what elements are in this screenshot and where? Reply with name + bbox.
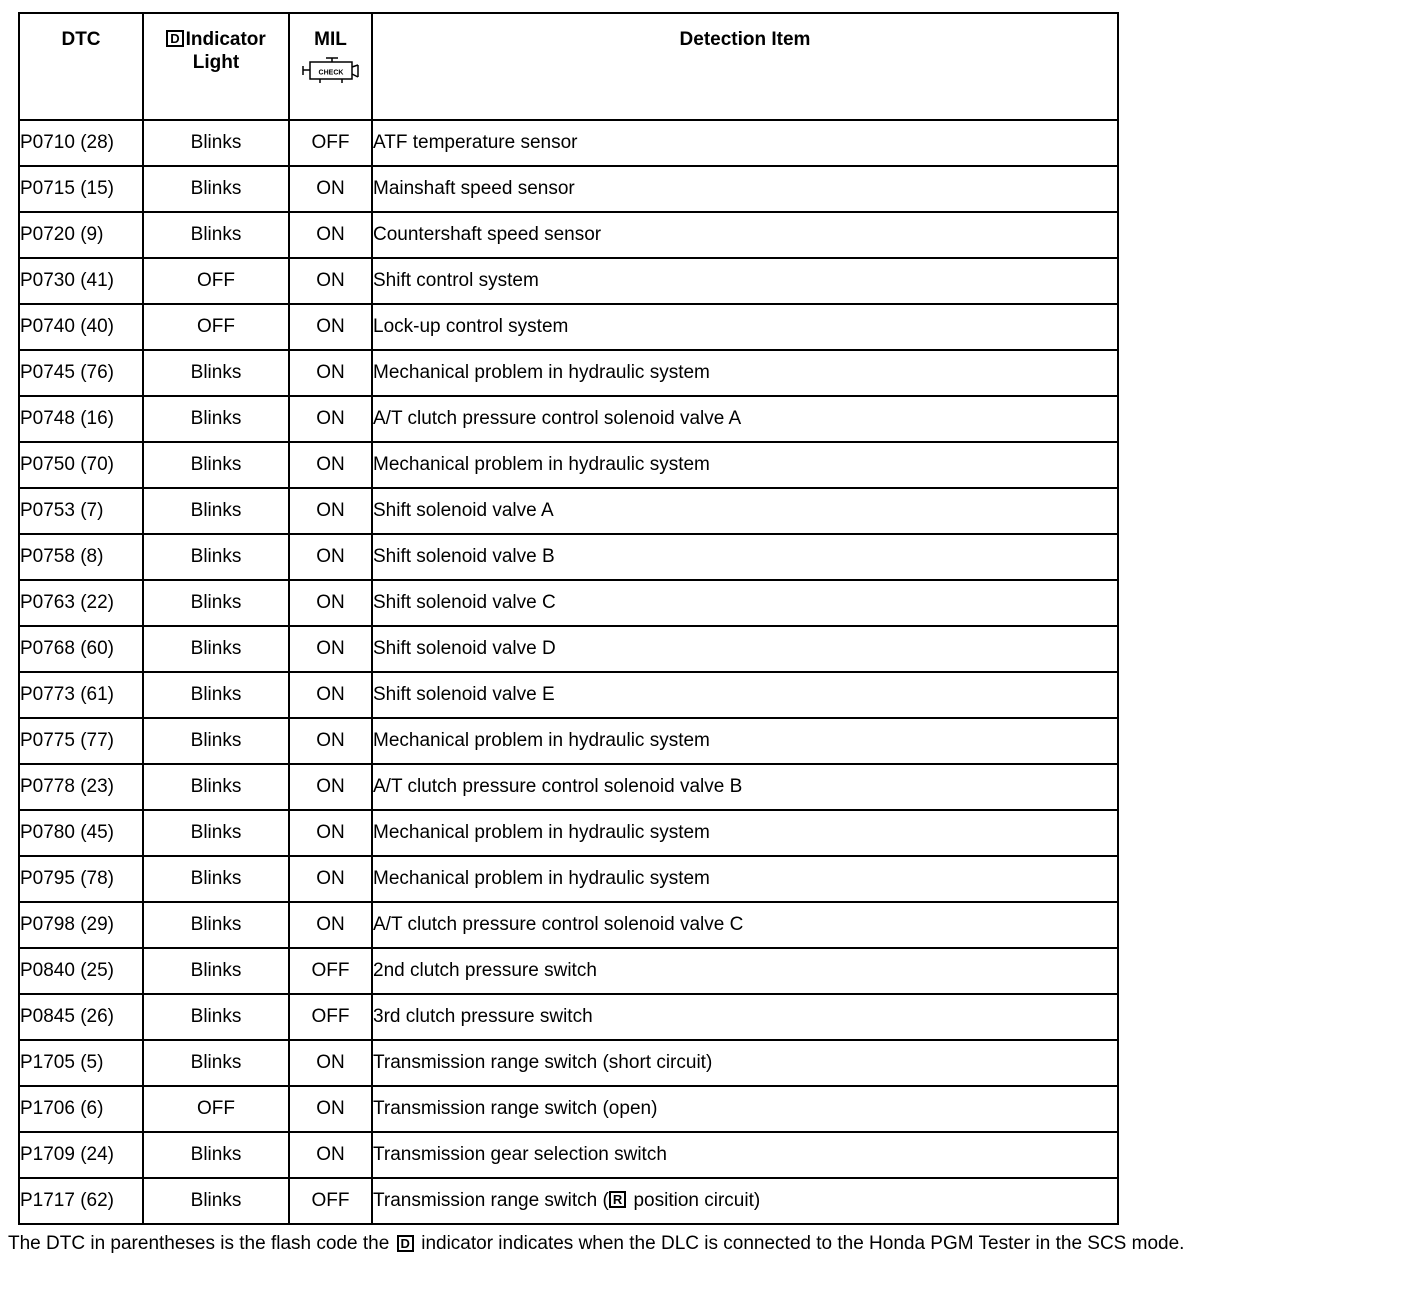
mil-status: ON xyxy=(289,488,372,534)
dtc-code: P0780 (45) xyxy=(19,810,143,856)
detection-item: Transmission range switch ( R position circuit) xyxy=(372,1178,1118,1224)
indicator-status: Blinks xyxy=(143,396,289,442)
table-row xyxy=(19,994,1118,1040)
indicator-status: Blinks xyxy=(143,1040,289,1086)
mil-status: ON xyxy=(289,166,372,212)
mil-status: ON xyxy=(289,764,372,810)
mil-status: OFF xyxy=(289,994,372,1040)
detection-item: Mechanical problem in hydraulic system xyxy=(372,718,1118,764)
dtc-code: P0775 (77) xyxy=(19,718,143,764)
indicator-status: Blinks xyxy=(143,902,289,948)
detection-item: A/T clutch pressure control solenoid valve A xyxy=(372,396,1118,442)
dtc-code: P1705 (5) xyxy=(19,1040,143,1086)
mil-status: ON xyxy=(289,672,372,718)
detection-item: Shift solenoid valve C xyxy=(372,580,1118,626)
table-row xyxy=(19,672,1118,718)
dtc-table xyxy=(18,12,1119,1225)
table-row xyxy=(19,488,1118,534)
detection-item: A/T clutch pressure control solenoid valve B xyxy=(372,764,1118,810)
table-row xyxy=(19,856,1118,902)
indicator-status: Blinks xyxy=(143,948,289,994)
indicator-status: Blinks xyxy=(143,212,289,258)
mil-status: OFF xyxy=(289,1178,372,1224)
table-row xyxy=(19,580,1118,626)
detection-item: A/T clutch pressure control solenoid valve C xyxy=(372,902,1118,948)
mil-status: ON xyxy=(289,1040,372,1086)
dtc-code: P0740 (40) xyxy=(19,304,143,350)
table-row xyxy=(19,304,1118,350)
table-header-row xyxy=(19,13,1118,120)
table-row xyxy=(19,1086,1118,1132)
detection-item: Transmission range switch (open) xyxy=(372,1086,1118,1132)
detection-item: Shift solenoid valve E xyxy=(372,672,1118,718)
indicator-status: Blinks xyxy=(143,1178,289,1224)
table-row xyxy=(19,396,1118,442)
mil-status: ON xyxy=(289,718,372,764)
mil-status: ON xyxy=(289,442,372,488)
detection-item: Transmission gear selection switch xyxy=(372,1132,1118,1178)
dtc-code: P0750 (70) xyxy=(19,442,143,488)
indicator-status: Blinks xyxy=(143,672,289,718)
dtc-code: P0768 (60) xyxy=(19,626,143,672)
indicator-status: Blinks xyxy=(143,994,289,1040)
table-row xyxy=(19,120,1118,166)
table-row xyxy=(19,442,1118,488)
dtc-code: P0763 (22) xyxy=(19,580,143,626)
dtc-code: P1706 (6) xyxy=(19,1086,143,1132)
svg-text:CHECK: CHECK xyxy=(318,69,343,77)
detection-item: Shift solenoid valve D xyxy=(372,626,1118,672)
detection-item: Mechanical problem in hydraulic system xyxy=(372,856,1118,902)
indicator-status: Blinks xyxy=(143,1132,289,1178)
indicator-status: Blinks xyxy=(143,718,289,764)
header-dtc: DTC xyxy=(19,13,143,120)
dtc-code: P0758 (8) xyxy=(19,534,143,580)
detection-item: Countershaft speed sensor xyxy=(372,212,1118,258)
indicator-status: Blinks xyxy=(143,764,289,810)
dtc-code: P0753 (7) xyxy=(19,488,143,534)
header-mil: MIL CHECK xyxy=(289,13,372,120)
mil-status: ON xyxy=(289,534,372,580)
table-row xyxy=(19,718,1118,764)
mil-status: ON xyxy=(289,856,372,902)
dtc-code: P1709 (24) xyxy=(19,1132,143,1178)
mil-status: OFF xyxy=(289,948,372,994)
indicator-status: Blinks xyxy=(143,534,289,580)
detection-item: ATF temperature sensor xyxy=(372,120,1118,166)
detection-item: Transmission range switch (short circuit) xyxy=(372,1040,1118,1086)
d-indicator-symbol: D xyxy=(166,30,183,47)
mil-status: ON xyxy=(289,626,372,672)
indicator-status: OFF xyxy=(143,258,289,304)
mil-status: ON xyxy=(289,580,372,626)
table-row xyxy=(19,810,1118,856)
dtc-code: P0710 (28) xyxy=(19,120,143,166)
footnote: The DTC in parentheses is the flash code the D indicator indicates when the DLC is connected to the Honda PGM Tester in the SCS mode. xyxy=(8,1233,1185,1254)
mil-status: ON xyxy=(289,810,372,856)
dtc-code: P0730 (41) xyxy=(19,258,143,304)
dtc-code: P0795 (78) xyxy=(19,856,143,902)
detection-item: Mechanical problem in hydraulic system xyxy=(372,442,1118,488)
dtc-code: P0845 (26) xyxy=(19,994,143,1040)
detection-item: 3rd clutch pressure switch xyxy=(372,994,1118,1040)
dtc-code: P0798 (29) xyxy=(19,902,143,948)
dtc-code: P1717 (62) xyxy=(19,1178,143,1224)
indicator-status: Blinks xyxy=(143,120,289,166)
indicator-status: Blinks xyxy=(143,580,289,626)
table-row xyxy=(19,350,1118,396)
dtc-code: P0720 (9) xyxy=(19,212,143,258)
mil-status: ON xyxy=(289,1086,372,1132)
table-row xyxy=(19,166,1118,212)
table-row xyxy=(19,626,1118,672)
mil-status: ON xyxy=(289,1132,372,1178)
check-engine-icon xyxy=(300,55,362,85)
table-row xyxy=(19,764,1118,810)
r-position-symbol: R xyxy=(609,1191,626,1208)
dtc-code: P0773 (61) xyxy=(19,672,143,718)
indicator-status: Blinks xyxy=(143,442,289,488)
table-row xyxy=(19,1132,1118,1178)
dtc-code: P0840 (25) xyxy=(19,948,143,994)
mil-status: ON xyxy=(289,258,372,304)
indicator-status: Blinks xyxy=(143,856,289,902)
detection-item: Mechanical problem in hydraulic system xyxy=(372,810,1118,856)
detection-item: Mainshaft speed sensor xyxy=(372,166,1118,212)
mil-status: ON xyxy=(289,304,372,350)
mil-status: ON xyxy=(289,902,372,948)
indicator-status: Blinks xyxy=(143,488,289,534)
detection-item: Shift solenoid valve A xyxy=(372,488,1118,534)
dtc-code: P0748 (16) xyxy=(19,396,143,442)
mil-status: ON xyxy=(289,396,372,442)
detection-item: Shift solenoid valve B xyxy=(372,534,1118,580)
detection-item: 2nd clutch pressure switch xyxy=(372,948,1118,994)
table-row xyxy=(19,258,1118,304)
detection-item: Mechanical problem in hydraulic system xyxy=(372,350,1118,396)
header-indicator-light: D Indicator Light xyxy=(143,13,289,120)
table-row xyxy=(19,948,1118,994)
indicator-status: Blinks xyxy=(143,810,289,856)
detection-item: Lock-up control system xyxy=(372,304,1118,350)
dtc-code: P0778 (23) xyxy=(19,764,143,810)
indicator-status: Blinks xyxy=(143,350,289,396)
detection-item: Shift control system xyxy=(372,258,1118,304)
dtc-code: P0745 (76) xyxy=(19,350,143,396)
table-row xyxy=(19,1178,1118,1224)
indicator-status: Blinks xyxy=(143,626,289,672)
mil-status: ON xyxy=(289,212,372,258)
header-detection-item: Detection Item xyxy=(372,13,1118,120)
dtc-code: P0715 (15) xyxy=(19,166,143,212)
table-row xyxy=(19,1040,1118,1086)
indicator-status: OFF xyxy=(143,1086,289,1132)
table-row xyxy=(19,534,1118,580)
mil-status: ON xyxy=(289,350,372,396)
indicator-status: OFF xyxy=(143,304,289,350)
table-row xyxy=(19,212,1118,258)
table-row xyxy=(19,902,1118,948)
mil-status: OFF xyxy=(289,120,372,166)
indicator-status: Blinks xyxy=(143,166,289,212)
d-indicator-symbol: D xyxy=(397,1235,414,1252)
